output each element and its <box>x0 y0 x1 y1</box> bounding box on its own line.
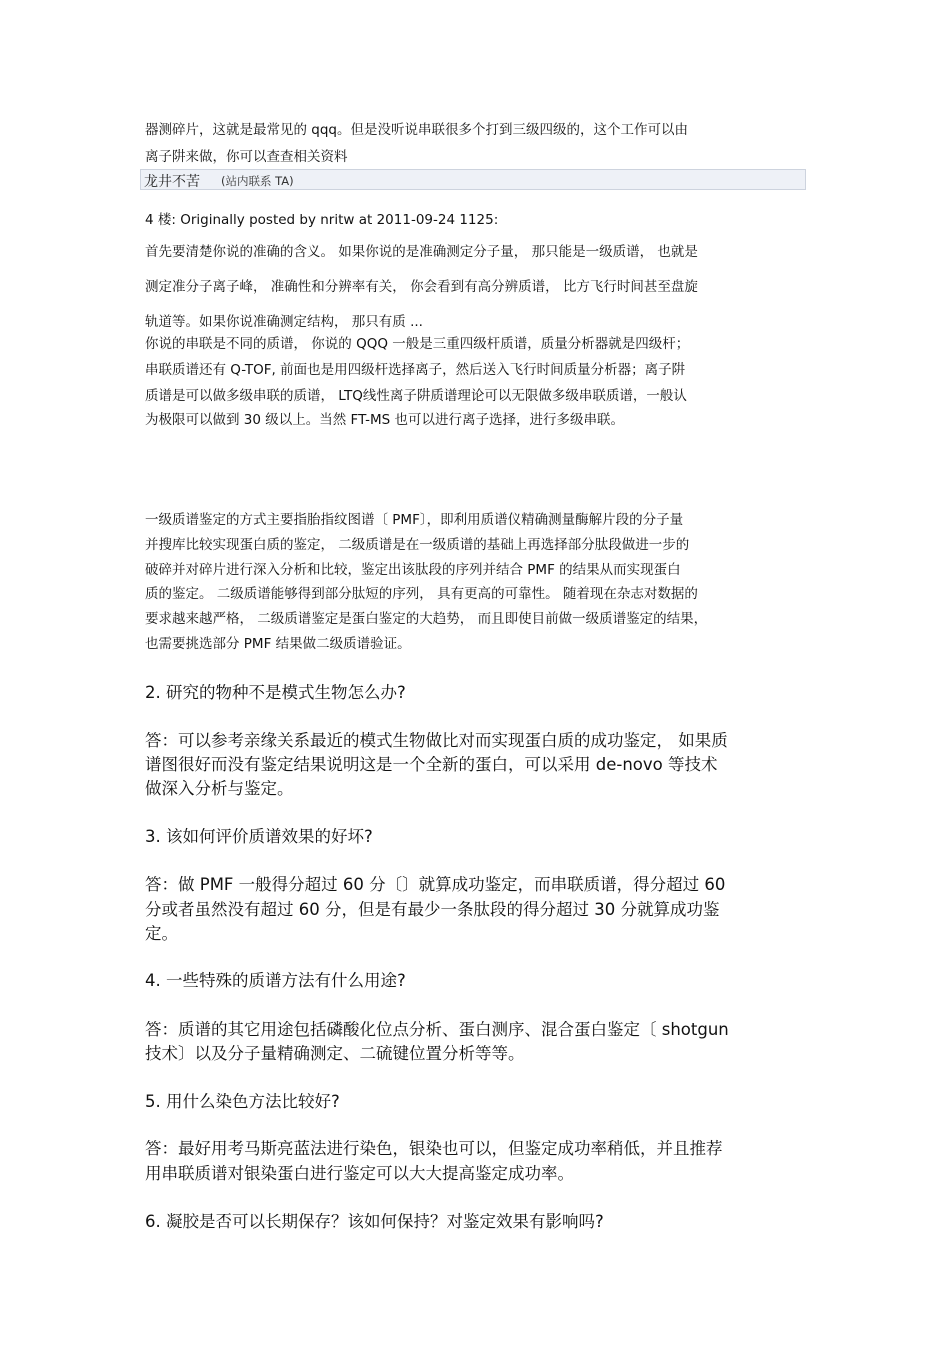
faq-answer-line: 答：可以参考亲缘关系最近的模式生物做比对而实现蛋白质的成功鉴定， 如果质 <box>145 731 728 750</box>
faq-question: 4. 一些特殊的质谱方法有什么用途? <box>145 971 406 990</box>
faq-question: 5. 用什么染色方法比较好? <box>145 1092 340 1111</box>
faq-answer-line: 谱图很好而没有鉴定结果说明这是一个全新的蛋白，可以采用 de-novo 等技术 <box>145 755 718 774</box>
faq-answer-line: 用串联质谱对银染蛋白进行鉴定可以大大提高鉴定成功率。 <box>145 1164 574 1183</box>
quote-line: 轨道等。如果你说准确测定结构， 那只有质 ... <box>145 314 423 330</box>
quote-line: 串联质谱还有 Q-TOF, 前面也是用四级杆选择离子，然后送入飞行时间质量分析器；离子阱 <box>145 362 686 378</box>
faq-answer-line: 定。 <box>145 924 178 943</box>
contact-link[interactable]: (站内联系 TA) <box>221 174 294 188</box>
faq-question: 3. 该如何评价质谱效果的好坏? <box>145 827 373 846</box>
quote-line: 质谱是可以做多级串联的质谱， LTQ线性离子阱质谱理论可以无限做多级串联质谱，一般认 <box>145 388 687 404</box>
author-name[interactable]: 龙井不苦 <box>144 174 200 190</box>
body-line: 破碎并对碎片进行深入分析和比较，鉴定出该肽段的序列并结合 PMF 的结果从而实现蛋白 <box>145 562 681 578</box>
faq-answer-line: 技术〕以及分子量精确测定、二硫键位置分析等等。 <box>145 1044 525 1063</box>
quote-line: 你说的串联是不同的质谱， 你说的 QQQ 一般是三重四级杆质谱，质量分析器就是四级杆； <box>145 336 690 352</box>
quote-line: 首先要清楚你说的准确的含义。 如果你说的是准确测定分子量， 那只能是一级质谱， 也就是 <box>145 244 698 260</box>
faq-answer-line: 答：做 PMF 一般得分超过 60 分〔〕就算成功鉴定，而串联质谱，得分超过 60 <box>145 875 726 894</box>
faq-answer-line: 做深入分析与鉴定。 <box>145 779 294 798</box>
quote-header: 4 楼: Originally posted by nritw at 2011-09-24 1125: <box>145 212 499 228</box>
faq-answer-line: 分或者虽然没有超过 60 分，但是有最少一条肽段的得分超过 30 分就算成功鉴 <box>145 900 720 919</box>
quote-line: 为极限可以做到 30 级以上。当然 FT-MS 也可以进行离子选择，进行多级串联。 <box>145 412 624 428</box>
faq-question: 6. 凝胶是否可以长期保存？该如何保持？对鉴定效果有影响吗? <box>145 1212 604 1231</box>
body-line: 要求越来越严格， 二级质谱鉴定是蛋白鉴定的大趋势， 而且即使目前做一级质谱鉴定的结果， <box>145 611 708 627</box>
body-line: 一级质谱鉴定的方式主要指胎指纹图谱〔 PMF〕，即利用质谱仪精确测量酶解片段的分子量 <box>145 512 684 528</box>
faq-question: 2. 研究的物种不是模式生物怎么办? <box>145 683 406 702</box>
faq-answer-line: 答：最好用考马斯亮蓝法进行染色，银染也可以，但鉴定成功率稍低，并且推荐 <box>145 1139 723 1158</box>
body-line: 并搜库比较实现蛋白质的鉴定， 二级质谱是在一级质谱的基础上再选择部分肽段做进一步的 <box>145 537 690 553</box>
quote-line: 测定准分子离子峰， 准确性和分辨率有关， 你会看到有高分辨质谱， 比方飞行时间甚至盘旋 <box>145 279 698 295</box>
faq-answer-line: 答：质谱的其它用途包括磷酸化位点分析、蛋白测序、混合蛋白鉴定〔 shotgun <box>145 1020 729 1039</box>
signature-bar <box>140 169 806 190</box>
body-line: 质的鉴定。 二级质谱能够得到部分肽短的序列， 具有更高的可靠性。 随着现在杂志对数据的 <box>145 586 698 602</box>
post-text-line: 器测碎片，这就是最常见的 qqq。但是没听说串联很多个打到三级四级的，这个工作可以由 <box>145 122 688 138</box>
body-line: 也需要挑选部分 PMF 结果做二级质谱验证。 <box>145 636 411 652</box>
post-text-line: 离子阱来做，你可以查查相关资料 <box>145 149 348 165</box>
